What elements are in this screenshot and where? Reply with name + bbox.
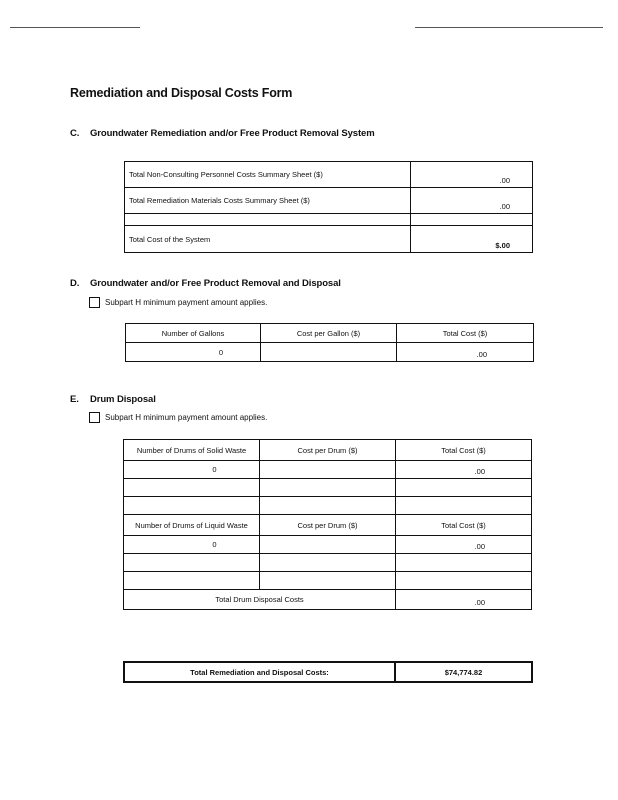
column-header: Total Cost ($)	[397, 324, 534, 343]
grand-total-table	[123, 661, 533, 683]
empty-cell[interactable]	[396, 479, 532, 497]
table-row	[124, 479, 532, 497]
section-e-title: Drum Disposal	[90, 394, 156, 405]
grand-total-label: Total Remediation and Disposal Costs:	[124, 662, 395, 682]
table-row	[125, 226, 533, 253]
column-header: Number of Gallons	[126, 324, 261, 343]
empty-cell[interactable]	[124, 572, 260, 590]
system-cost-table	[124, 161, 533, 253]
table-row	[126, 343, 534, 362]
cell-label: Total Remediation Materials Costs Summary Sheet ($)	[125, 188, 411, 214]
column-header: Cost per Drum ($)	[260, 515, 396, 536]
liquid-total-cost-value[interactable]: .00	[396, 536, 532, 554]
table-row	[125, 214, 533, 226]
empty-cell[interactable]	[396, 572, 532, 590]
cell-label	[125, 214, 411, 226]
column-header: Total Cost ($)	[396, 515, 532, 536]
section-c-heading	[70, 128, 375, 139]
scan-line-right	[415, 27, 603, 28]
grand-total-value[interactable]: $74,774.82	[395, 662, 532, 682]
table-row	[124, 461, 532, 479]
table-row	[124, 515, 532, 536]
solid-drums-value[interactable]: 0	[124, 461, 260, 479]
section-d-checkbox-row	[89, 297, 267, 308]
solid-total-cost-value[interactable]: .00	[396, 461, 532, 479]
drum-total-value[interactable]: .00	[396, 590, 532, 610]
column-header: Total Cost ($)	[396, 440, 532, 461]
gallons-value[interactable]: 0	[126, 343, 261, 362]
total-cost-value[interactable]: .00	[397, 343, 534, 362]
section-e-letter: E.	[70, 394, 79, 405]
cell-value[interactable]	[411, 214, 533, 226]
section-d-title: Groundwater and/or Free Product Removal and Disposal	[90, 278, 341, 289]
empty-cell[interactable]	[124, 479, 260, 497]
column-header: Number of Drums of Liquid Waste	[124, 515, 260, 536]
section-c-title: Groundwater Remediation and/or Free Product Removal System	[90, 128, 375, 139]
liquid-cost-per-drum-value[interactable]	[260, 536, 396, 554]
column-header: Number of Drums of Solid Waste	[124, 440, 260, 461]
page-title: Remediation and Disposal Costs Form	[70, 86, 293, 100]
table-row	[124, 536, 532, 554]
table-row	[124, 662, 532, 682]
empty-cell[interactable]	[260, 572, 396, 590]
table-row	[124, 497, 532, 515]
cell-value[interactable]: .00	[411, 162, 533, 188]
cost-per-gallon-value[interactable]	[261, 343, 397, 362]
empty-cell[interactable]	[260, 554, 396, 572]
table-row	[124, 440, 532, 461]
empty-cell[interactable]	[396, 554, 532, 572]
empty-cell[interactable]	[396, 497, 532, 515]
cell-label: Total Cost of the System	[125, 226, 411, 253]
column-header: Cost per Gallon ($)	[261, 324, 397, 343]
empty-cell[interactable]	[124, 554, 260, 572]
table-row	[124, 572, 532, 590]
column-header: Cost per Drum ($)	[260, 440, 396, 461]
subpart-h-checkbox[interactable]	[89, 412, 100, 423]
scan-line-left	[10, 27, 140, 28]
cell-value[interactable]: .00	[411, 188, 533, 214]
gallons-table	[125, 323, 534, 362]
table-row	[125, 162, 533, 188]
empty-cell[interactable]	[124, 497, 260, 515]
table-row	[126, 324, 534, 343]
cell-value[interactable]: $.00	[411, 226, 533, 253]
section-d-heading	[70, 278, 341, 289]
checkbox-label: Subpart H minimum payment amount applies.	[105, 298, 268, 307]
table-row	[124, 590, 532, 610]
section-e-heading	[70, 394, 156, 405]
checkbox-label: Subpart H minimum payment amount applies.	[105, 413, 268, 422]
subpart-h-checkbox[interactable]	[89, 297, 100, 308]
liquid-drums-value[interactable]: 0	[124, 536, 260, 554]
cell-label: Total Non-Consulting Personnel Costs Summary Sheet ($)	[125, 162, 411, 188]
section-c-letter: C.	[70, 128, 80, 139]
table-row	[125, 188, 533, 214]
drum-disposal-table	[123, 439, 532, 610]
section-d-letter: D.	[70, 278, 80, 289]
empty-cell[interactable]	[260, 479, 396, 497]
solid-cost-per-drum-value[interactable]	[260, 461, 396, 479]
drum-total-label: Total Drum Disposal Costs	[124, 590, 396, 610]
empty-cell[interactable]	[260, 497, 396, 515]
table-row	[124, 554, 532, 572]
section-e-checkbox-row	[89, 412, 267, 423]
